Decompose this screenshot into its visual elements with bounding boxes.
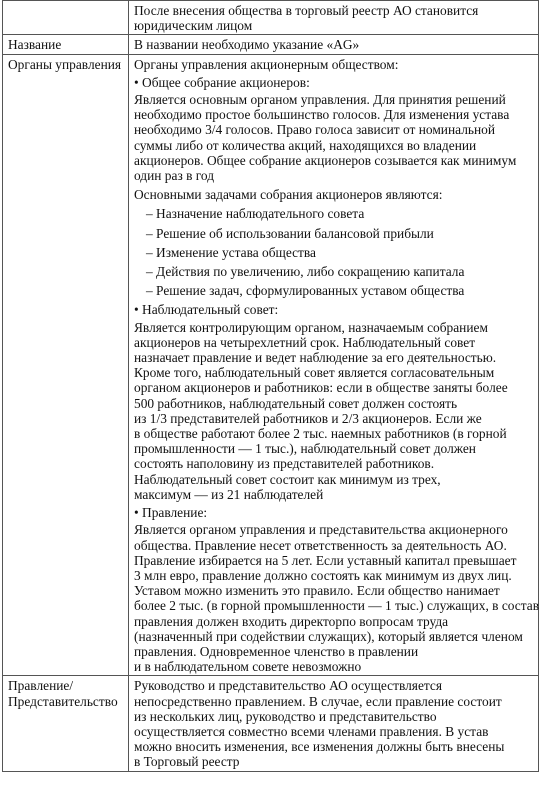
text-line: максимум — из 21 наблюдателей bbox=[134, 486, 324, 502]
table-row bbox=[3, 1, 539, 35]
text-line: необходимо простое большинство голосов. Для изменения устава bbox=[134, 107, 510, 123]
text-line: в обществе работают более 2 тыс. наемных работников (в горной bbox=[134, 426, 507, 442]
text-line: 500 работников, наблюдательный совет должен состоять bbox=[134, 395, 458, 411]
text-line: органом акционеров и работников: если в обществе заняты более bbox=[134, 380, 508, 396]
table-row bbox=[3, 54, 539, 676]
list-item: – Изменение устава общества bbox=[146, 245, 534, 260]
text-line: промышленности — 1 тыс.), наблюдательный совет должен bbox=[134, 441, 476, 457]
text-line: Является основным органом управления. Для принятия решений bbox=[134, 92, 506, 108]
text-line: Руководство и представительство АО осуществляется bbox=[134, 678, 443, 694]
text-line: правления. Одновременное членство в правлении bbox=[134, 643, 419, 659]
text-line: назначает правление и ведет наблюдение за его деятельностью. bbox=[134, 350, 497, 366]
list-item: – Назначение наблюдательного совета bbox=[146, 206, 534, 221]
text-line: и в наблюдательном совете невозможно bbox=[134, 659, 362, 675]
governance-cell bbox=[129, 54, 539, 676]
row-label-representation bbox=[3, 676, 129, 771]
registration-text-line: юридическим лицом bbox=[134, 18, 253, 34]
assembly-tasks-heading: Основными задачами собрания акционеров являются: bbox=[134, 187, 443, 203]
name-requirement-cell bbox=[129, 35, 539, 54]
text-line: можно вносить изменения, все изменения должны быть внесены bbox=[134, 739, 505, 755]
label-line: Правление/ bbox=[8, 678, 74, 694]
text-line: один раз в год bbox=[134, 168, 215, 184]
table-row bbox=[3, 35, 539, 54]
list-item: – Решение об использовании балансовой прибыли bbox=[146, 226, 534, 241]
text-line: Является органом управления и представительства акционерного bbox=[134, 522, 508, 538]
board-heading: • Правление: bbox=[134, 505, 534, 520]
registration-cell bbox=[129, 1, 539, 35]
text-line: необходимо 3/4 голосов. Право голоса зависит от номинальной bbox=[134, 122, 496, 138]
board-description bbox=[134, 522, 540, 675]
council-description bbox=[134, 320, 534, 502]
row-label-governance: Органы управления bbox=[3, 54, 129, 676]
registration-text-line: После внесения общества в торговый реестр АО становится bbox=[134, 3, 479, 18]
list-item: – Действия по увеличению, либо сокращению капитала bbox=[146, 264, 534, 279]
text-line: акционеров. Общее собрание акционеров созывается как минимум bbox=[134, 152, 517, 168]
text-line: Правление избирается на 5 лет. Если уставный капитал превышает bbox=[134, 552, 517, 568]
text-line: состоять наполовину из представителей работников. bbox=[134, 456, 435, 472]
text-line: 3 млн евро, правление должно состоять как минимум из двух лиц. bbox=[134, 567, 512, 583]
representation-cell bbox=[129, 676, 539, 771]
text-line: непосредственно правлением. В случае, если правление состоит bbox=[134, 693, 502, 709]
governance-intro: Органы управления акционерным обществом: bbox=[134, 56, 399, 72]
text-line: акционеров на четырехлетний срок. Наблюдательный совет bbox=[134, 334, 476, 350]
text-line: из 1/3 представителей работников и 2/3 акционеров. Если же bbox=[134, 410, 482, 426]
text-line: Уставом можно изменить это правило. Если общество нанимает bbox=[134, 583, 500, 599]
text-line: из нескольких лиц, руководство и представительство bbox=[134, 708, 437, 724]
text-line: общества. Правление несет ответственность за деятельность АО. bbox=[134, 537, 507, 553]
text-line: правления должен входить директорпо вопросам труда bbox=[134, 613, 449, 629]
text-line: более 2 тыс. (в горной промышленности — 1 тыс.) служащих, в состав bbox=[134, 598, 540, 614]
council-heading: • Наблюдательный совет: bbox=[134, 302, 534, 317]
text-line: Кроме того, наблюдательный совет является согласовательным bbox=[134, 365, 495, 381]
name-requirement-text: В названии необходимо указание «AG» bbox=[134, 37, 360, 53]
list-item: – Решение задач, сформулированных уставом общества bbox=[146, 283, 534, 298]
table-row bbox=[3, 676, 539, 771]
row-label-empty bbox=[3, 1, 129, 35]
text-line: в Торговый реестр bbox=[134, 754, 240, 770]
text-line: осуществляется совместно всеми членами правления. В устав bbox=[134, 723, 489, 739]
row-label-name: Название bbox=[3, 35, 129, 54]
assembly-heading: • Общее собрание акционеров: bbox=[134, 75, 534, 90]
label-line: Представительство bbox=[8, 693, 118, 709]
assembly-description bbox=[134, 92, 534, 183]
text-line: (назначенный при содействии служащих), который является членом bbox=[134, 628, 523, 644]
text-line: Является контролирующим органом, назначаемым собранием bbox=[134, 319, 488, 335]
assembly-tasks-list bbox=[134, 206, 534, 298]
text-line: Наблюдательный совет состоит как минимум из трех, bbox=[134, 471, 441, 487]
text-line: суммы либо от количества акций, находящихся во владении bbox=[134, 137, 477, 153]
company-form-table bbox=[2, 0, 539, 772]
